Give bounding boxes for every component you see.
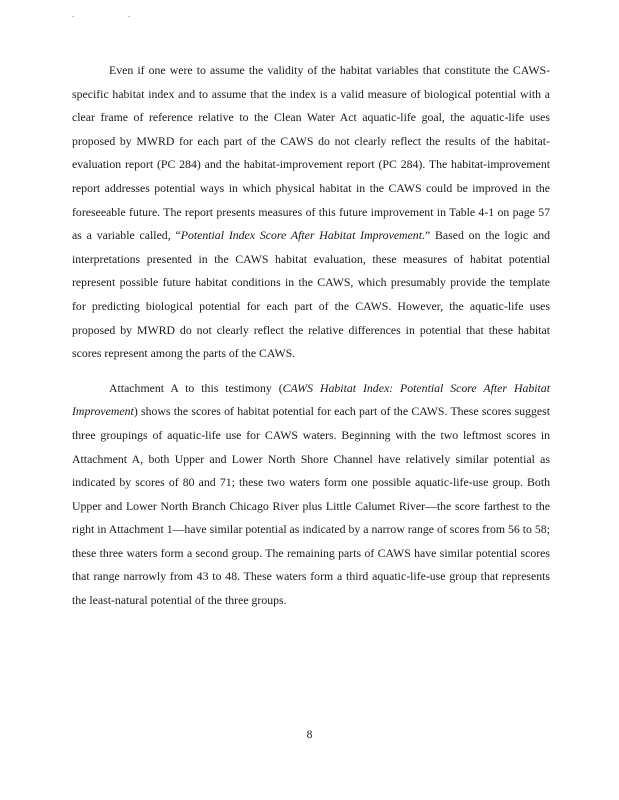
body-text: [72, 59, 550, 624]
page-number: 8: [306, 729, 313, 741]
paragraph-2-italic-title: CAWS Habitat Index: Potential Score After Habitat Improvement: [72, 380, 550, 419]
paragraph-1-text-b: .” Based on the logic and interpretations presented in the CAWS habitat evaluation, these measures of habitat potential represent possible future habitat conditions in the CAWS, which presumably provide the template for predicting biological potential for each part of the CAWS. However, the aquatic-life uses proposed by MWRD do not clearly reflect the relative differences in potential that these habitat scores represent among the parts of the CAWS.: [72, 228, 551, 361]
scan-corner-marks: . .: [72, 10, 156, 19]
paragraph-2: [72, 377, 550, 613]
paragraph-1-italic-title: Potential Index Score After Habitat Improvement: [180, 228, 422, 243]
paragraph-2-text-b: ) shows the scores of habitat potential for each part of the CAWS. These scores suggest three groupings of aquatic-life use for CAWS waters. Beginning with the two leftmost scores in Attachment A, both Upper and Lower North Shore Channel have relatively similar potential as indicated by scores of 80 and 71; these two waters form one possible aquatic-life-use group. Both Upper and Lower North Branch Chicago River plus Little Calumet River—the score farthest to the right in Attachment 1—have similar potential as indicated by a narrow range of scores from 56 to 58; these three waters form a second group. The remaining parts of CAWS have similar potential scores that range narrowly from 43 to 48. These waters form a third aquatic-life-use group that represents the least-natural potential of the three groups.: [72, 404, 550, 608]
paragraph-1-text-a: Even if one were to assume the validity of the habitat variables that constitute the CAWS-specific habitat index and to assume that the index is a valid measure of biological potential with a clear frame of reference relative to the Clean Water Act aquatic-life goal, the aquatic-life uses proposed by MWRD for each part of the CAWS do not clearly reflect the results of the habitat-evaluation report (PC 284) and the habitat-improvement report (PC 284). The habitat-improvement report addresses potential ways in which physical habitat in the CAWS could be improved in the foreseeable future. The report presents measures of this future improvement in Table 4-1 on page 57 as a variable called, “: [72, 63, 550, 243]
paragraph-2-text-a: Attachment A to this testimony (: [109, 380, 283, 395]
paragraph-1: [72, 59, 550, 366]
